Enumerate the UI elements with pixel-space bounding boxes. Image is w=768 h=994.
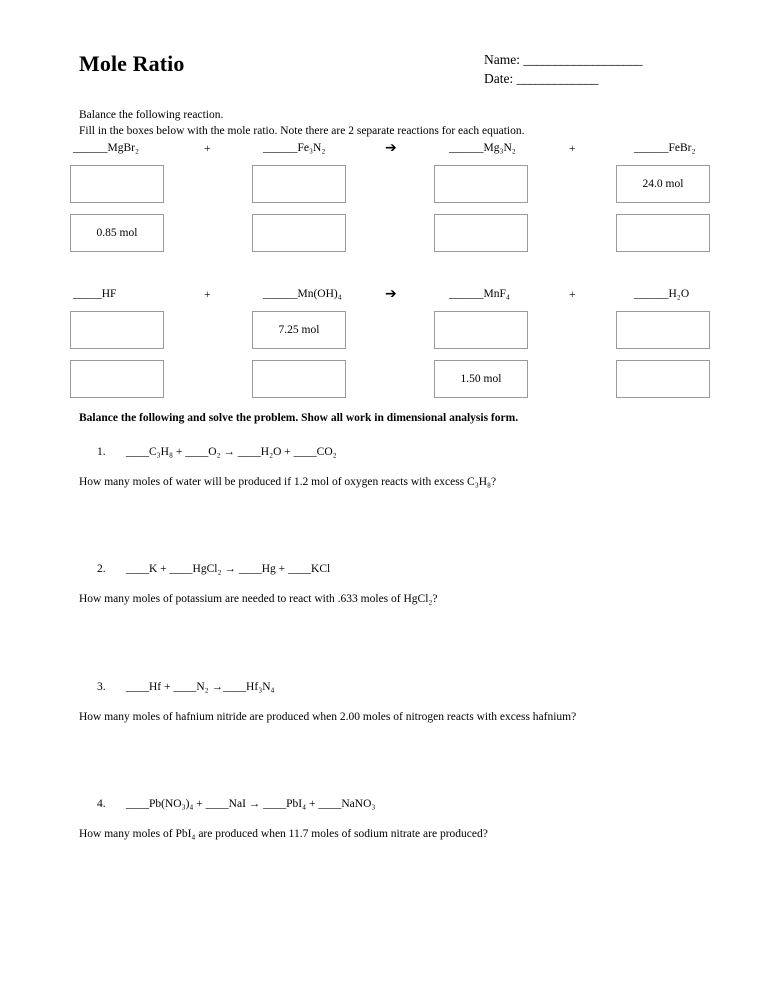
problem-1-number: 1. bbox=[97, 446, 106, 458]
instruction-line-2: Fill in the boxes below with the mole ratio. Note there are 2 separate reactions for each equation. bbox=[79, 124, 525, 137]
reaction-2-box-r2c3[interactable]: 1.50 mol bbox=[434, 360, 528, 398]
name-date-block bbox=[484, 50, 642, 88]
problem-1-question: How many moles of water will be produced if 1.2 mol of oxygen reacts with excess C₃H₈? bbox=[79, 476, 497, 488]
problem-4-equation[interactable]: ____Pb(NO₃)₄ + ____NaI → ____PbI₄ + ____NaNO₃ bbox=[126, 798, 376, 810]
reaction-1-box-r2c2[interactable] bbox=[252, 214, 346, 252]
reaction-1-box-r1c1[interactable] bbox=[70, 165, 164, 203]
reaction-2-box-r1c3[interactable] bbox=[434, 311, 528, 349]
reaction-2-product-1-label: ______MnF₄ bbox=[449, 288, 510, 300]
date-blank-line[interactable]: _____________ bbox=[516, 71, 598, 86]
reaction-1-plus-left: + bbox=[204, 143, 211, 155]
problem-2-equation[interactable]: ____K + ____HgCl₂ → ____Hg + ____KCl bbox=[126, 563, 331, 575]
reaction-2-reactant-2-label: ______Mn(OH)₄ bbox=[263, 288, 342, 300]
problem-1-equation[interactable]: ____C₃H₈ + ____O₂ → ____H₂O + ____CO₂ bbox=[126, 446, 337, 458]
problem-3-question: How many moles of hafnium nitride are produced when 2.00 moles of nitrogen reacts with excess hafnium? bbox=[79, 711, 577, 723]
name-label: Name: bbox=[484, 52, 524, 67]
problem-3-equation[interactable]: ____Hf + ____N₂ →____Hf₃N₄ bbox=[126, 681, 275, 693]
instructions-block bbox=[79, 108, 699, 139]
problem-2-number: 2. bbox=[97, 563, 106, 575]
problem-3-number: 3. bbox=[97, 681, 106, 693]
name-field-row bbox=[484, 50, 642, 69]
reaction-1-box-r2c3[interactable] bbox=[434, 214, 528, 252]
reaction-1-arrow-icon: ➔ bbox=[385, 140, 397, 156]
reaction-1-plus-right: + bbox=[569, 143, 576, 155]
page-title: Mole Ratio bbox=[79, 51, 185, 76]
reaction-1-box-r1c3[interactable] bbox=[434, 165, 528, 203]
problem-4-number: 4. bbox=[97, 798, 106, 810]
reaction-1-reactant-1-label: ______MgBr₂ bbox=[73, 142, 139, 154]
reaction-2-product-2-label: ______H₂O bbox=[634, 288, 690, 300]
reaction-2-box-r2c1[interactable] bbox=[70, 360, 164, 398]
reaction-1-reactant-2-label: ______Fe₃N₂ bbox=[263, 142, 326, 154]
reaction-1-box-r1c4[interactable]: 24.0 mol bbox=[616, 165, 710, 203]
reaction-1-box-r2c4[interactable] bbox=[616, 214, 710, 252]
reaction-1-box-r1c2[interactable] bbox=[252, 165, 346, 203]
problem-2-question: How many moles of potassium are needed to react with .633 moles of HgCl₂? bbox=[79, 593, 438, 605]
name-blank-line[interactable]: ___________________ bbox=[523, 52, 643, 67]
reaction-2-plus-left: + bbox=[204, 289, 211, 301]
reaction-2-reactant-1-label: _____HF bbox=[73, 288, 117, 300]
reaction-2-box-r1c4[interactable] bbox=[616, 311, 710, 349]
reaction-2-box-r2c2[interactable] bbox=[252, 360, 346, 398]
date-label: Date: bbox=[484, 71, 517, 86]
date-field-row bbox=[484, 69, 642, 88]
reaction-1-box-r2c1[interactable]: 0.85 mol bbox=[70, 214, 164, 252]
section-2-instruction: Balance the following and solve the problem. Show all work in dimensional analysis form. bbox=[79, 412, 519, 424]
reaction-2-box-r2c4[interactable] bbox=[616, 360, 710, 398]
reaction-2-plus-right: + bbox=[569, 289, 576, 301]
reaction-1-product-1-label: ______Mg₃N₂ bbox=[449, 142, 516, 154]
reaction-2-box-r1c2[interactable]: 7.25 mol bbox=[252, 311, 346, 349]
reaction-2-arrow-icon: ➔ bbox=[385, 286, 397, 302]
instruction-line-1: Balance the following reaction. bbox=[79, 109, 224, 121]
reaction-2-box-r1c1[interactable] bbox=[70, 311, 164, 349]
reaction-1-product-2-label: ______FeBr₂ bbox=[634, 142, 696, 154]
problem-4-question: How many moles of PbI₄ are produced when 11.7 moles of sodium nitrate are produced? bbox=[79, 828, 488, 840]
